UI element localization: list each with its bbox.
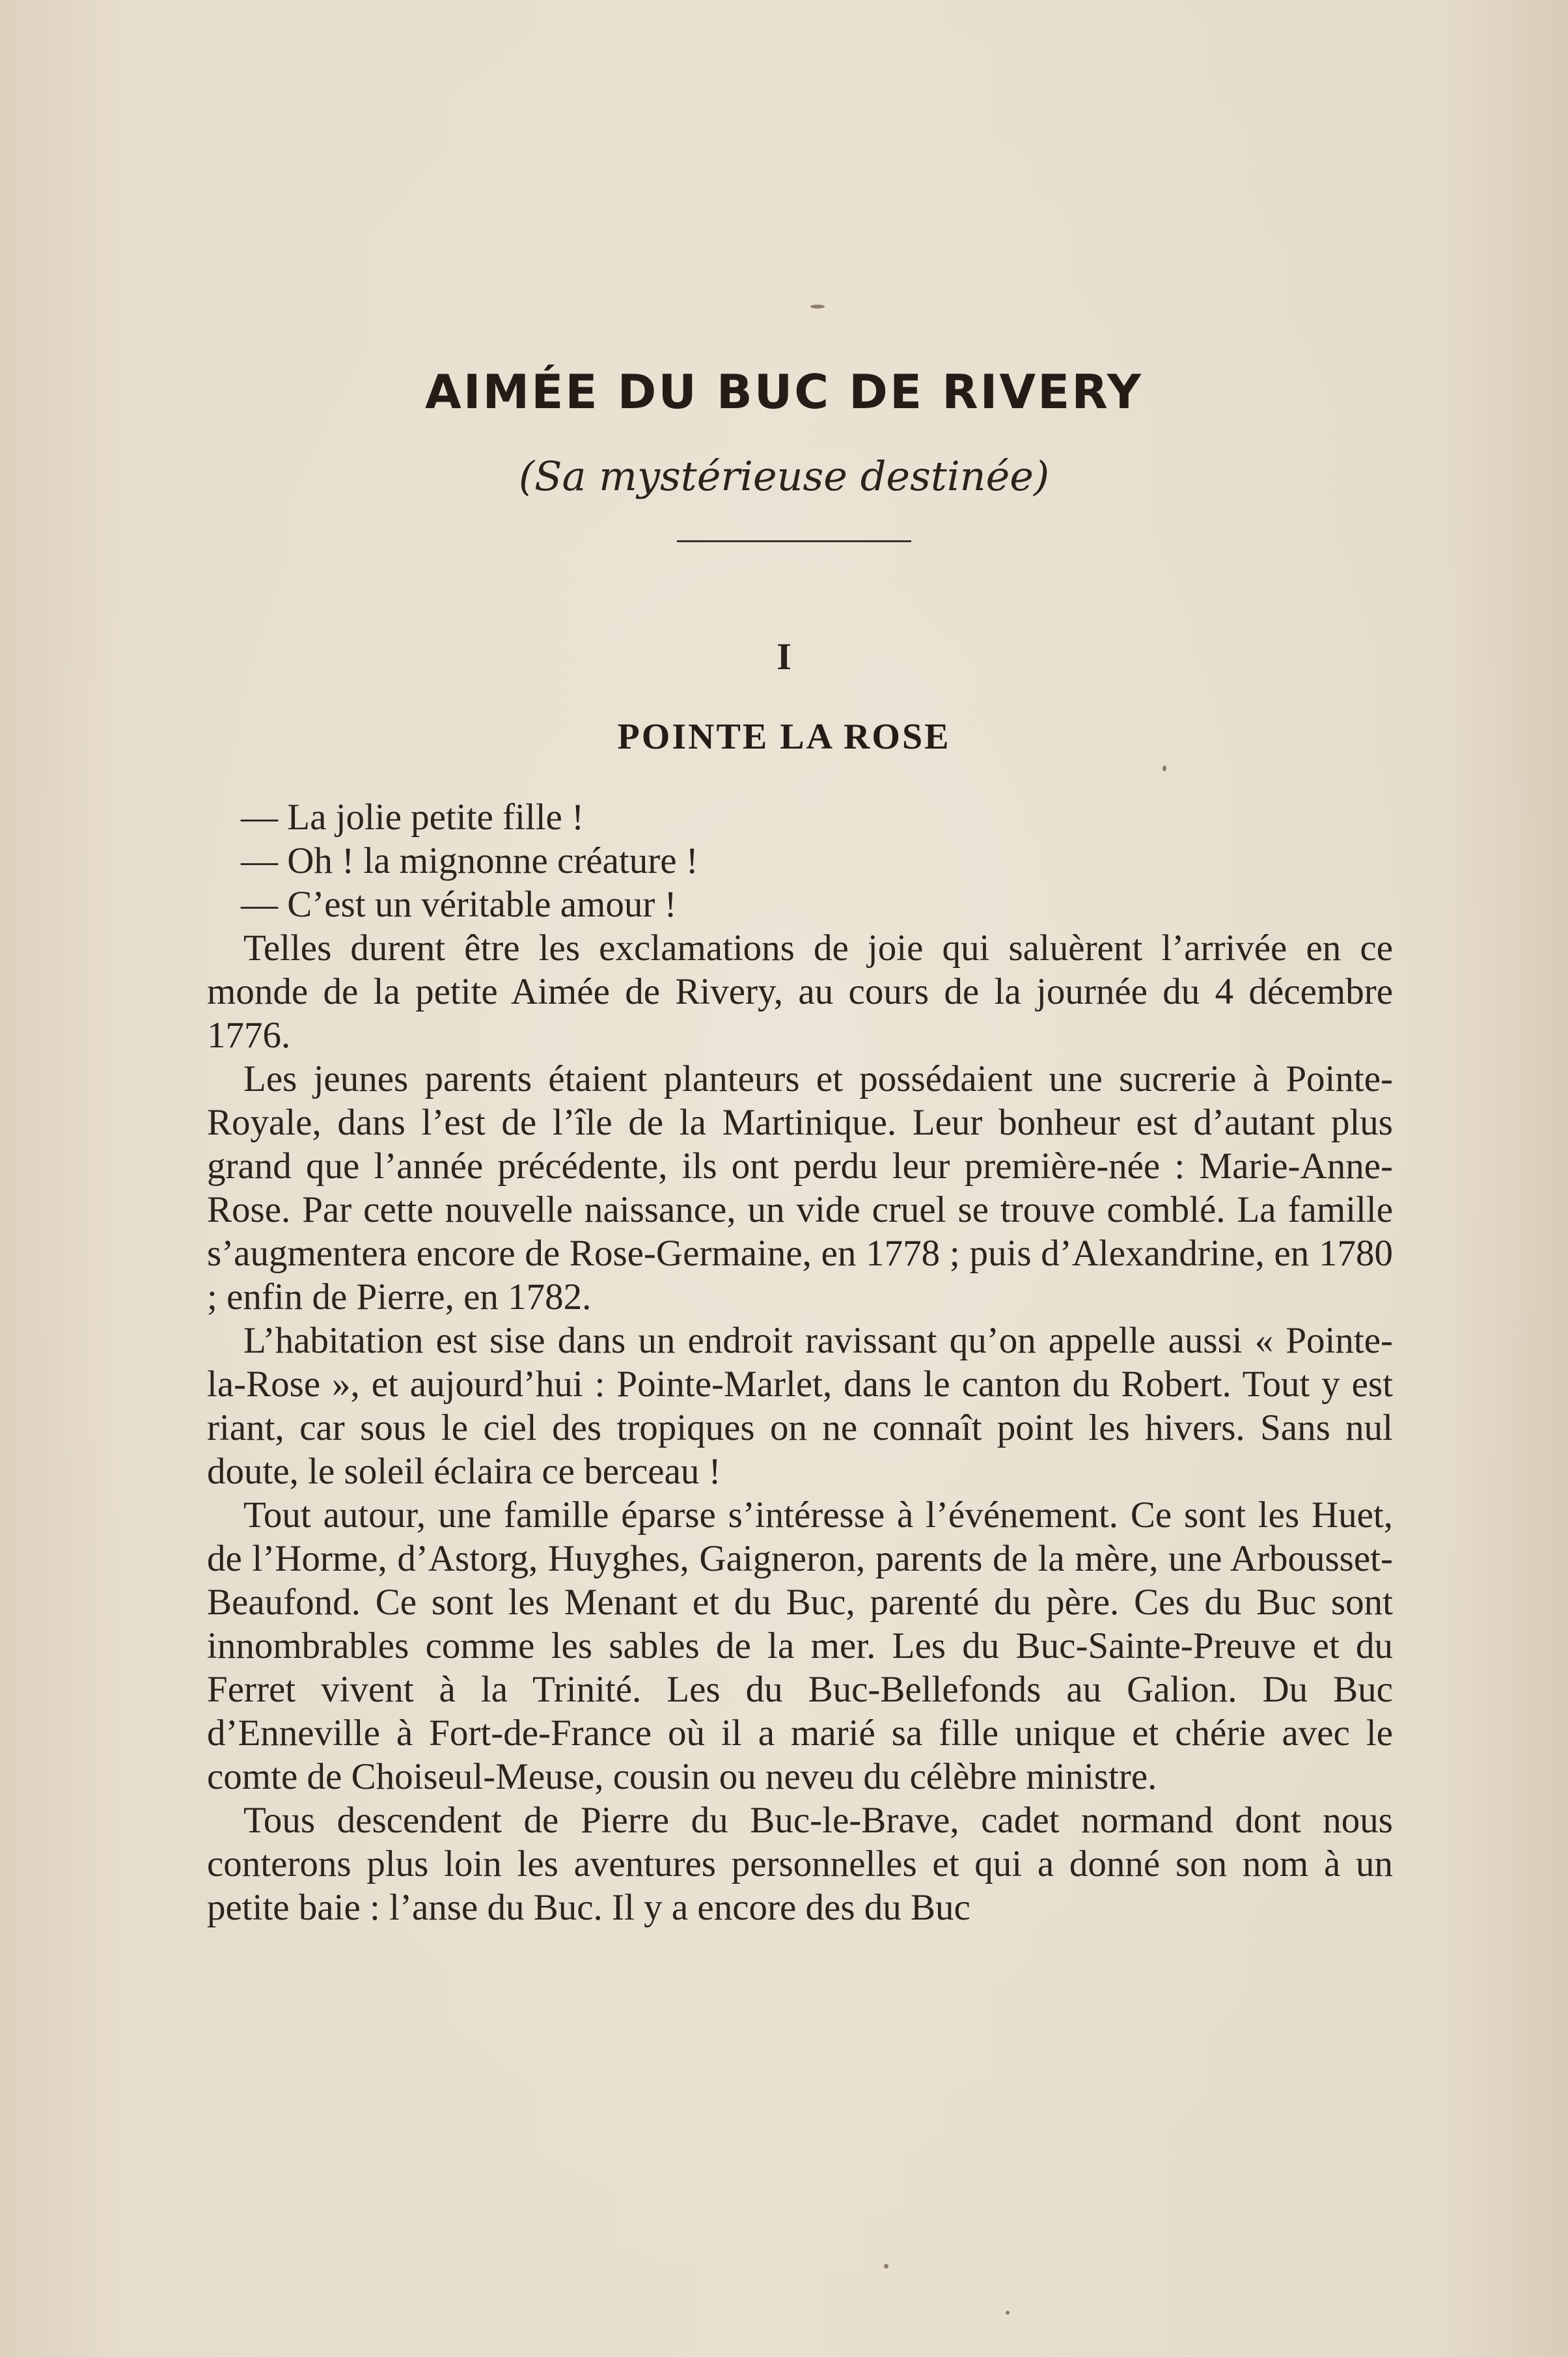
chapter-title: POINTE LA ROSE xyxy=(617,717,951,757)
paragraph: Tous descendent de Pierre du Buc-le-Brave, cadet normand dont nous conterons plus loin les aventures personnelles et qui a donné son nom à un petite baie : l’anse du Buc. Il y a encore des du Buc xyxy=(207,1800,1393,1928)
paragraph: Telles durent être les exclamations de joie qui saluèrent l’arrivée en ce monde de la petite Aimée de Rivery, au cours de la journée du 4 décembre 1776. xyxy=(207,928,1393,1056)
page-subtitle: (Sa mystérieuse destinée) xyxy=(518,452,1050,500)
paragraph: Les jeunes parents étaient planteurs et possédaient une sucrerie à Pointe-Royale, dans l’est de l’île de la Martinique. Leur bonheur est d’autant plus grand que l’année précédente, ils ont perdu leur première-née : Marie-Anne-Rose. Par cette nouvelle naissance, un vide cruel se trouve comblé. La famille s’augmentera encore de Rose-Germaine, en 1778 ; puis d’Alexandrine, en 1780 ; enfin de Pierre, en 1782. xyxy=(207,1058,1393,1317)
chapter-number: I xyxy=(777,635,791,678)
paper-speck xyxy=(1006,2311,1010,2315)
body-text xyxy=(207,795,1393,1929)
dialogue-line: — Oh ! la mignonne créature ! xyxy=(241,840,698,881)
paper-speck xyxy=(810,305,825,309)
paragraph: L’habitation est sise dans un endroit ravissant qu’on appelle aussi « Pointe-la-Rose », et aujourd’hui : Pointe-Marlet, dans le canton du Robert. Tout y est riant, car sous le ciel des tropiques on ne connaît point les hivers. Sans nul doute, le soleil éclaira ce berceau ! xyxy=(207,1320,1393,1492)
paper-speck xyxy=(1162,765,1166,771)
paper-speck xyxy=(884,2264,888,2268)
paragraph: Tout autour, une famille éparse s’intéresse à l’événement. Ce sont les Huet, de l’Horme, d’Astorg, Huyghes, Gaigneron, parents de la mère, une Arbousset-Beaufond. Ce sont les Menant et du Buc, parenté du père. Ces du Buc sont innombrables comme les sables de la mer. Les du Buc-Sainte-Preuve et du Ferret vivent à la Trinité. Les du Buc-Bellefonds au Galion. Du Buc d’Enneville à Fort-de-France où il a marié sa fille unique et chérie avec le comte de Choiseul-Meuse, cousin ou neveu du célèbre ministre. xyxy=(207,1495,1393,1797)
page-title: AIMÉE DU BUC DE RIVERY xyxy=(425,365,1143,419)
dialogue-line: — La jolie petite fille ! xyxy=(241,797,585,838)
title-divider xyxy=(677,540,911,542)
dialogue-line: — C’est un véritable amour ! xyxy=(241,884,677,925)
